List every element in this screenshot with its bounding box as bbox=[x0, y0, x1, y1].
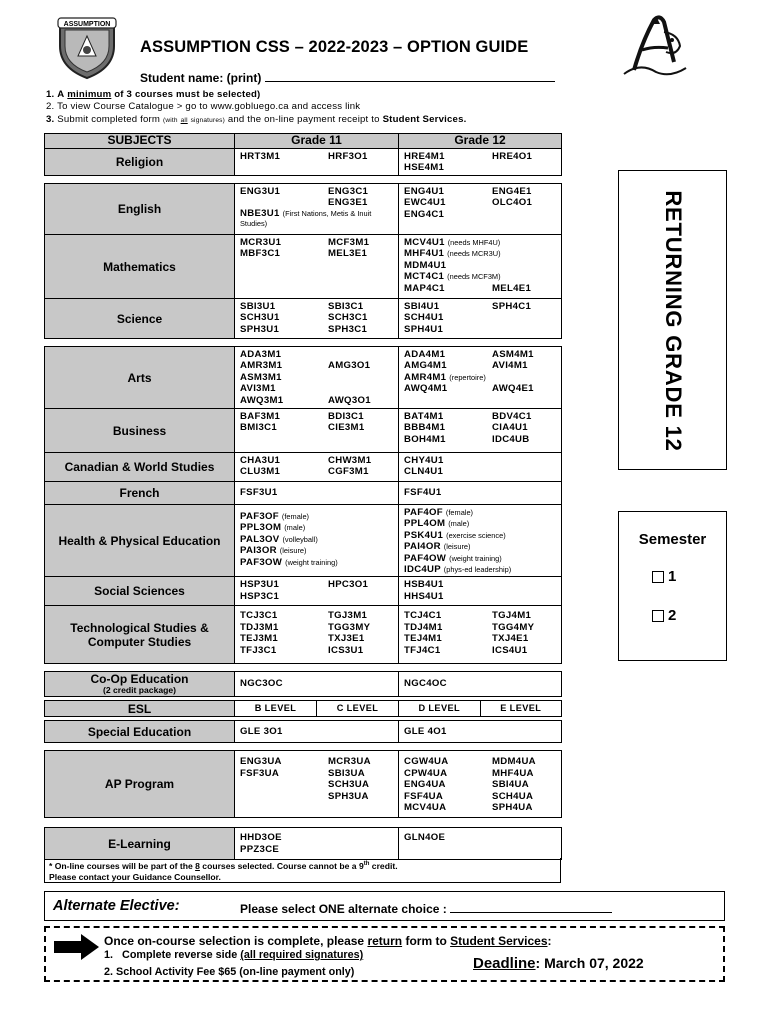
grade12-ap-program: CGW4UA MDM4UA CPW4UA MHF4UA ENG4UA SBI4UA FSF4UA SCH4UA MCV4UA SPH4UA bbox=[399, 751, 562, 818]
deadline-box bbox=[44, 926, 725, 982]
alternate-choice-field[interactable] bbox=[450, 903, 612, 913]
subject-special-education: Special Education bbox=[45, 721, 235, 743]
school-crest-icon bbox=[54, 16, 120, 82]
subject-health-pe: Health & Physical Education bbox=[45, 505, 235, 577]
subject-business: Business bbox=[45, 409, 235, 453]
instruction-3: 3. Submit completed form (with all signatures) and the on-line payment receipt to Student Services. bbox=[46, 114, 467, 125]
subject-arts: Arts bbox=[45, 347, 235, 409]
semester-box bbox=[618, 511, 727, 661]
semester-1-checkbox[interactable] bbox=[652, 571, 664, 583]
semester-option-2[interactable]: 2 bbox=[652, 607, 676, 624]
table-row bbox=[45, 299, 562, 339]
grade12-science: SBI4U1 SPH4C1 SCH4U1 SPH4U1 bbox=[399, 299, 562, 339]
table-row bbox=[45, 751, 562, 818]
header-grade-11: Grade 11 bbox=[235, 134, 399, 149]
table-row bbox=[45, 606, 562, 664]
table-row bbox=[45, 577, 562, 606]
table-row bbox=[45, 721, 562, 743]
table-header-row bbox=[45, 134, 562, 149]
subject-canadian-world: Canadian & World Studies bbox=[45, 453, 235, 482]
subject-mathematics: Mathematics bbox=[45, 235, 235, 299]
table-row bbox=[45, 701, 562, 717]
subject-e-learning: E-Learning bbox=[45, 828, 235, 860]
grade12-social-sciences: HSB4U1 HHS4U1 bbox=[399, 577, 562, 606]
table-row bbox=[45, 235, 562, 299]
subject-tech-computer: Technological Studies & Computer Studies bbox=[45, 606, 235, 664]
esl-level-b: B LEVEL bbox=[254, 703, 297, 714]
assumption-a-logo-icon bbox=[620, 12, 690, 78]
grade11-business: BAF3M1 BDI3C1 BMI3C1 CIE3M1 bbox=[235, 409, 399, 453]
grade11-special-education: GLE 3O1 bbox=[235, 721, 399, 743]
grade11-esl bbox=[235, 701, 399, 717]
table-row bbox=[45, 828, 562, 860]
grade12-esl bbox=[399, 701, 562, 717]
table-row bbox=[45, 149, 562, 176]
grade12-special-education: GLE 4O1 bbox=[399, 721, 562, 743]
grade12-business: BAT4M1 BDV4C1 BBB4M1 CIA4U1 BOH4M1 IDC4UB bbox=[399, 409, 562, 453]
alternate-elective-prompt: Please select ONE alternate choice : bbox=[240, 902, 612, 916]
grade11-social-sciences: HSP3U1 HPC3O1 HSP3C1 bbox=[235, 577, 399, 606]
step-complete-reverse: 1. Complete reverse side (all required signatures) bbox=[104, 949, 364, 961]
semester-option-1[interactable]: 1 bbox=[652, 568, 676, 585]
subject-science: Science bbox=[45, 299, 235, 339]
grade11-coop: NGC3OC bbox=[235, 672, 399, 697]
subject-french: French bbox=[45, 482, 235, 505]
course-table bbox=[44, 133, 562, 860]
subject-esl: ESL bbox=[45, 701, 235, 717]
table-row bbox=[45, 184, 562, 235]
esl-level-c: C LEVEL bbox=[316, 701, 398, 716]
deadline-date: Deadline: March 07, 2022 bbox=[473, 955, 644, 972]
alternate-elective-heading: Alternate Elective: bbox=[53, 898, 180, 914]
grade12-english: ENG4U1 ENG4E1 EWC4U1 OLC4O1 ENG4C1 bbox=[399, 184, 562, 235]
semester-2-checkbox[interactable] bbox=[652, 610, 664, 622]
grade11-religion: HRT3M1 HRF3O1 bbox=[235, 149, 399, 176]
esl-level-e: E LEVEL bbox=[480, 701, 562, 716]
grade11-arts: ADA3M1 AMR3M1 AMG3O1 ASM3M1 AVI3M1 AWQ3M1 AWQ3O1 bbox=[235, 347, 399, 409]
instruction-1: 1. A minimum of 3 courses must be selected) bbox=[46, 89, 261, 100]
returning-grade-12-box bbox=[618, 170, 727, 470]
header-subjects: SUBJECTS bbox=[45, 134, 235, 149]
grade11-health-pe: PAF3OF (female) PPL3OM (male) PAL3OV (volleyball) PAI3OR (leisure) PAF3OW (weight training) bbox=[235, 505, 399, 577]
instruction-2: 2. To view Course Catalogue > go to www.gobluego.ca and access link bbox=[46, 101, 361, 112]
table-row bbox=[45, 482, 562, 505]
subject-ap-program: AP Program bbox=[45, 751, 235, 818]
grade11-e-learning: HHD3OE PPZ3CE bbox=[235, 828, 399, 860]
grade11-ap-program: ENG3UA MCR3UA FSF3UA SBI3UA SCH3UA SPH3UA bbox=[235, 751, 399, 818]
semester-label: Semester bbox=[638, 531, 707, 548]
grade11-canadian-world: CHA3U1 CHW3M1 CLU3M1 CGF3M1 bbox=[235, 453, 399, 482]
alternate-elective-box bbox=[44, 891, 725, 921]
grade12-health-pe: PAF4OF (female) PPL4OM (male) PSK4U1 (exercise science) PAI4OR (leisure) PAF4OW (weight training) IDC4UP (phys-ed leadership) bbox=[399, 505, 562, 577]
grade12-canadian-world: CHY4U1 CLN4U1 bbox=[399, 453, 562, 482]
grade11-english: ENG3U1 ENG3C1 ENG3E1 NBE3U1 (First Nations, Metis & Inuit Studies) bbox=[235, 184, 399, 235]
student-name-row bbox=[140, 71, 555, 85]
return-instruction: Once on-course selection is complete, please return form to Student Services: bbox=[104, 934, 552, 948]
subject-coop: Co-Op Education (2 credit package) bbox=[45, 672, 235, 697]
subject-religion: Religion bbox=[45, 149, 235, 176]
page-title: ASSUMPTION CSS – 2022-2023 – OPTION GUIDE bbox=[140, 38, 529, 56]
grade12-coop: NGC4OC bbox=[399, 672, 562, 697]
returning-grade-12-label: RETURNING GRADE 12 bbox=[661, 190, 686, 452]
subject-social-sciences: Social Sciences bbox=[45, 577, 235, 606]
grade12-tech-computer: TCJ4C1 TGJ4M1 TDJ4M1 TGG4MY TEJ4M1 TXJ4E1 TFJ4C1 ICS4U1 bbox=[399, 606, 562, 664]
esl-level-d: D LEVEL bbox=[418, 703, 461, 714]
grade12-e-learning: GLN4OE bbox=[399, 828, 562, 860]
grade12-mathematics: MCV4U1 (needs MHF4U) MHF4U1 (needs MCR3U) MDM4U1 MCT4C1 (needs MCF3M) MAP4C1 MEL4E1 bbox=[399, 235, 562, 299]
header-grade-12: Grade 12 bbox=[399, 134, 562, 149]
table-row bbox=[45, 347, 562, 409]
table-row bbox=[45, 672, 562, 697]
table-row bbox=[45, 453, 562, 482]
step-activity-fee: 2. School Activity Fee $65 (on-line payment only) bbox=[104, 966, 355, 978]
grade12-religion: HRE4M1 HRE4O1 HSE4M1 bbox=[399, 149, 562, 176]
table-row bbox=[45, 505, 562, 577]
grade11-mathematics: MCR3U1 MCF3M1 MBF3C1 MEL3E1 bbox=[235, 235, 399, 299]
crest-text: ASSUMPTION bbox=[63, 21, 111, 28]
online-course-footnote: * On-line courses will be part of the 8 courses selected. Course cannot be a 9th credit. Please contact your Guidance Counsellor. bbox=[44, 858, 561, 883]
arrow-right-icon bbox=[54, 934, 99, 960]
grade11-tech-computer: TCJ3C1 TGJ3M1 TDJ3M1 TGG3MY TEJ3M1 TXJ3E1 TFJ3C1 ICS3U1 bbox=[235, 606, 399, 664]
student-name-label: Student name: (print) bbox=[140, 71, 262, 85]
subject-english: English bbox=[45, 184, 235, 235]
grade11-french: FSF3U1 bbox=[235, 482, 399, 505]
student-name-field[interactable] bbox=[265, 72, 555, 82]
grade11-science: SBI3U1 SBI3C1 SCH3U1 SCH3C1 SPH3U1 SPH3C1 bbox=[235, 299, 399, 339]
table-row bbox=[45, 409, 562, 453]
grade12-arts: ADA4M1 ASM4M1 AMG4M1 AVI4M1 AMR4M1 (repertoire) AWQ4M1 AWQ4E1 bbox=[399, 347, 562, 409]
grade12-french: FSF4U1 bbox=[399, 482, 562, 505]
